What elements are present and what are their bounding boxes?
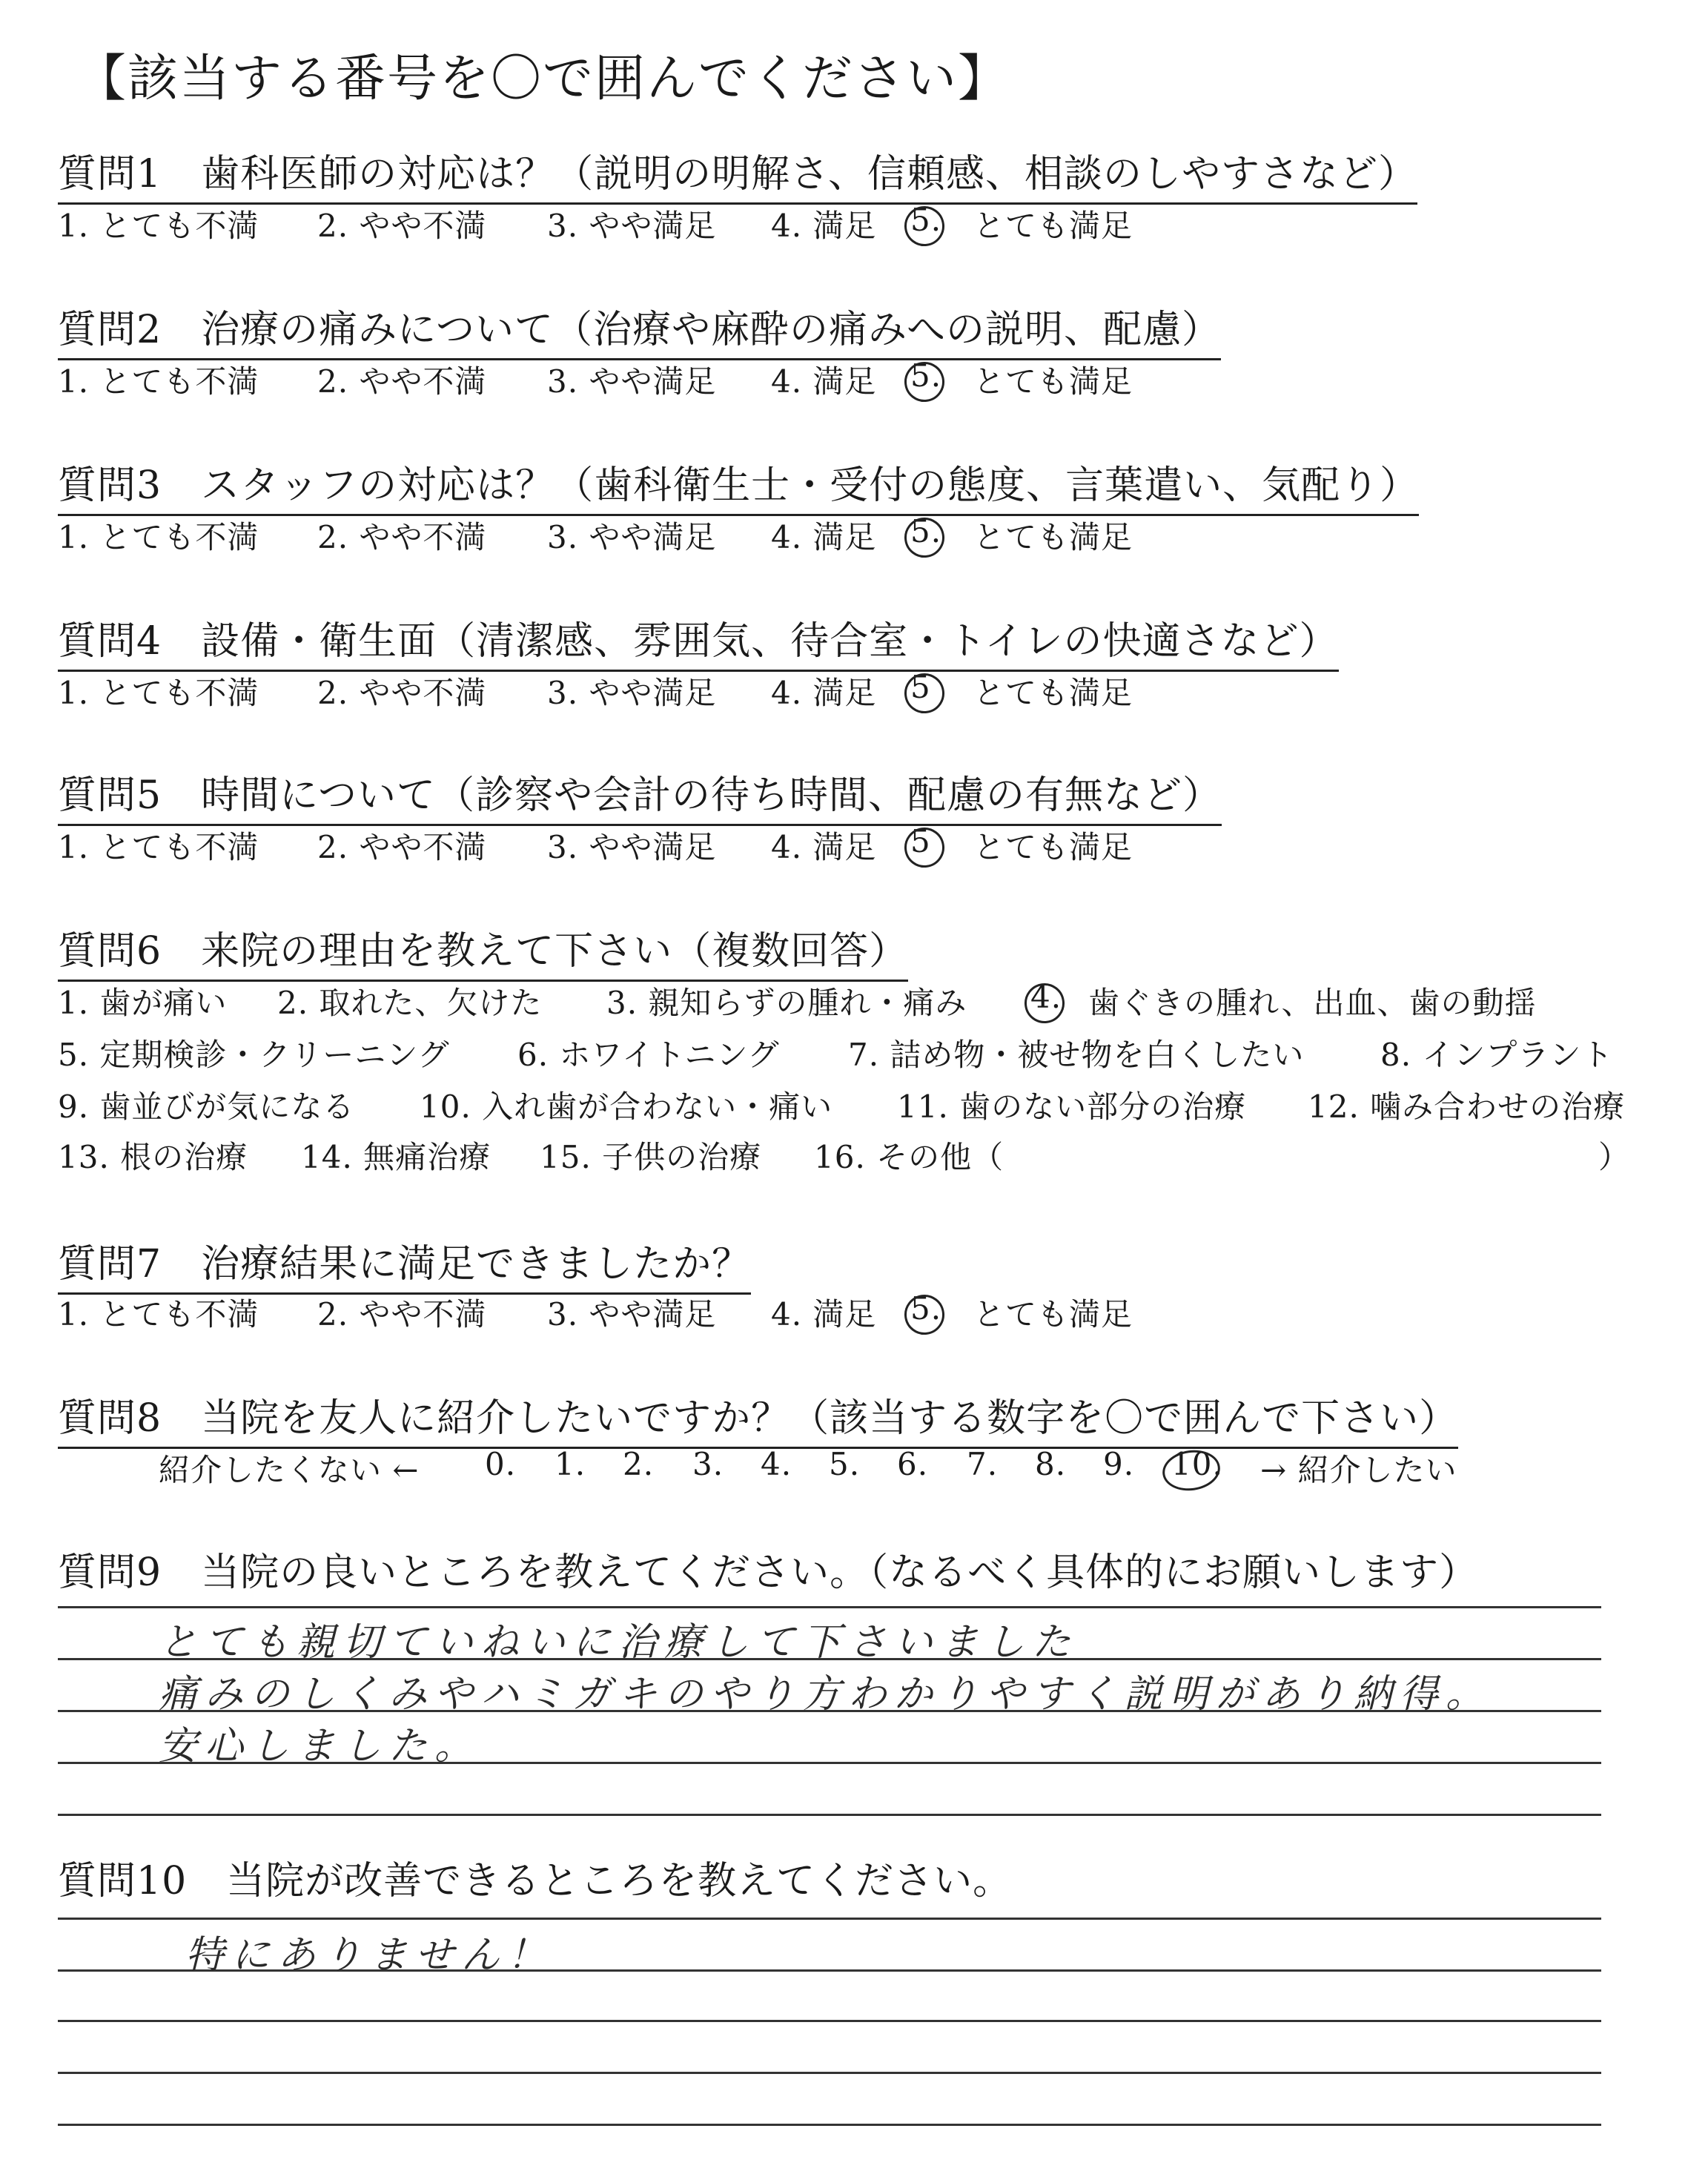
q4-option-2[interactable]: 2. やや不満 [317, 675, 487, 711]
q3-option-5-circled[interactable]: 5. [910, 513, 942, 549]
q6-option-12[interactable]: 12. 噛み合わせの治療 [1308, 1089, 1626, 1125]
q6-option-1[interactable]: 1. 歯が痛い [58, 985, 228, 1021]
q3-option-1[interactable]: 1. とても不満 [58, 519, 259, 555]
question-10-title: 質問10 当院が改善できるところを教えてください。 [58, 1859, 1013, 1903]
q1-option-3[interactable]: 3. やや満足 [547, 208, 717, 244]
q8-scale-6[interactable]: 6. [897, 1446, 929, 1482]
q3-option-2[interactable]: 2. やや不満 [317, 519, 487, 555]
question-5-options [58, 823, 1133, 865]
question-2-options [58, 357, 1133, 400]
q6-option-5[interactable]: 5. 定期検診・クリーニング [58, 1037, 450, 1073]
q1-option-4[interactable]: 4. 満足 [771, 208, 877, 244]
q8-scale-8[interactable]: 8. [1035, 1446, 1067, 1482]
q3-option-4[interactable]: 4. 満足 [771, 519, 877, 555]
q4-option-5-label: とても満足 [973, 675, 1133, 711]
q7-option-1[interactable]: 1. とても不満 [58, 1296, 259, 1332]
question-4-title: 質問4 設備・衛生面（清潔感、雰囲気、待合室・トイレの快適さなど） [58, 610, 1339, 672]
q8-scale-10-circled[interactable]: 10. [1171, 1446, 1223, 1482]
q7-option-3[interactable]: 3. やや満足 [547, 1296, 717, 1332]
q6-option-10[interactable]: 10. 入れ歯が合わない・痛い [420, 1089, 833, 1125]
question-6-title: 質問6 来院の理由を教えて下さい（複数回答） [58, 919, 908, 982]
q6-option-14[interactable]: 14. 無痛治療 [301, 1139, 491, 1175]
q1-option-2[interactable]: 2. やや不満 [317, 208, 487, 244]
q6-option-7[interactable]: 7. 詰め物・被せ物を白くしたい [848, 1037, 1305, 1073]
instruction-header: 【該当する番号を〇で囲んでください】 [76, 50, 1010, 108]
question-8-scale [159, 1446, 1457, 1488]
q5-option-5-circled[interactable]: 5 [910, 823, 931, 859]
q7-option-5-label: とても満足 [973, 1296, 1133, 1332]
q6-option-6[interactable]: 6. ホワイトニング [517, 1037, 780, 1073]
question-3-title: 質問3 スタッフの対応は？（歯科衛生士・受付の態度、言葉遣い、気配り） [58, 454, 1419, 516]
answer-line [58, 1918, 1601, 1920]
q8-scale-1[interactable]: 1. [555, 1446, 586, 1482]
q2-option-2[interactable]: 2. やや不満 [317, 363, 487, 400]
q2-option-1[interactable]: 1. とても不満 [58, 363, 259, 400]
question-1-title: 質問1 歯科医師の対応は？（説明の明解さ、信頼感、相談のしやすさなど） [58, 142, 1417, 205]
question-4-options [58, 669, 1133, 711]
answer-line [58, 1606, 1601, 1608]
q10-answer[interactable]: 特にありません！ [185, 1933, 554, 1978]
q4-option-1[interactable]: 1. とても不満 [58, 675, 259, 711]
q7-option-5-circled[interactable]: 5. [910, 1290, 942, 1327]
q6-option-9[interactable]: 9. 歯並びが気になる [58, 1089, 355, 1125]
q8-scale-7[interactable]: 7. [967, 1446, 999, 1482]
q5-option-1[interactable]: 1. とても不満 [58, 829, 259, 865]
question-8-title: 質問8 当院を友人に紹介したいですか？（該当する数字を〇で囲んで下さい） [58, 1387, 1458, 1449]
q1-option-1[interactable]: 1. とても不満 [58, 208, 259, 244]
answer-line [58, 2124, 1601, 2126]
q8-scale-0[interactable]: 0. [485, 1446, 517, 1482]
q1-option-5-circled[interactable]: 5. [910, 202, 942, 238]
answer-line [58, 2020, 1601, 2022]
q9-answer-line-2[interactable]: 痛みのしくみやハミガキのやり方わかりやすく説明があり納得。 [159, 1672, 1492, 1717]
q9-answer-line-1[interactable]: とても親切ていねいに治療して下さいました [159, 1620, 1079, 1665]
q8-right-label: → 紹介したい [1260, 1452, 1457, 1488]
q6-option-13[interactable]: 13. 根の治療 [58, 1139, 248, 1175]
q3-option-5-label: とても満足 [973, 519, 1133, 555]
q9-answer-line-3[interactable]: 安心しました。 [159, 1724, 481, 1768]
q1-option-5-label: とても満足 [973, 208, 1133, 244]
q8-scale-5[interactable]: 5. [829, 1446, 861, 1482]
q2-option-5-label: とても満足 [973, 363, 1133, 400]
q7-option-4[interactable]: 4. 満足 [771, 1296, 877, 1332]
q8-scale-3[interactable]: 3. [692, 1446, 724, 1482]
q2-option-4[interactable]: 4. 満足 [771, 363, 877, 400]
q5-option-5-label: とても満足 [973, 829, 1133, 865]
q5-option-3[interactable]: 3. やや満足 [547, 829, 717, 865]
answer-line [58, 2072, 1601, 2074]
q8-scale-4[interactable]: 4. [761, 1446, 792, 1482]
q2-option-5-circled[interactable]: 5. [910, 357, 942, 394]
q4-option-4[interactable]: 4. 満足 [771, 675, 877, 711]
q4-option-5-circled[interactable]: 5 [910, 669, 931, 705]
q6-option-15[interactable]: 15. 子供の治療 [540, 1139, 762, 1175]
q8-scale-2[interactable]: 2. [623, 1446, 655, 1482]
q7-option-2[interactable]: 2. やや不満 [317, 1296, 487, 1332]
question-7-title: 質問7 治療結果に満足できましたか？ [58, 1232, 751, 1295]
question-6-row-1 [58, 979, 1537, 1021]
q4-option-3[interactable]: 3. やや満足 [547, 675, 717, 711]
q6-option-16[interactable]: 16. その他（ [814, 1139, 1004, 1175]
q8-left-label: 紹介したくない ← [159, 1452, 420, 1488]
q6-option-3[interactable]: 3. 親知らずの腫れ・痛み [606, 985, 967, 1021]
question-2-title: 質問2 治療の痛みについて（治療や麻酔の痛みへの説明、配慮） [58, 298, 1221, 360]
question-1-options [58, 202, 1133, 244]
q6-option-8[interactable]: 8. インプラント [1380, 1037, 1614, 1073]
q6-option-11[interactable]: 11. 歯のない部分の治療 [897, 1089, 1247, 1125]
question-7-options [58, 1290, 1133, 1332]
answer-line [58, 1814, 1601, 1816]
q3-option-3[interactable]: 3. やや満足 [547, 519, 717, 555]
question-9-title: 質問9 当院の良いところを教えてください。（なるべく具体的にお願いします） [58, 1550, 1479, 1595]
q6-option-2[interactable]: 2. 取れた、欠けた [277, 985, 543, 1021]
q5-option-4[interactable]: 4. 満足 [771, 829, 877, 865]
question-3-options [58, 513, 1133, 555]
q2-option-3[interactable]: 3. やや満足 [547, 363, 717, 400]
q8-scale-9[interactable]: 9. [1103, 1446, 1135, 1482]
q6-option-4-label: 歯ぐきの腫れ、出血、歯の動揺 [1088, 985, 1537, 1021]
q5-option-2[interactable]: 2. やや不満 [317, 829, 487, 865]
q6-option-16-close-paren: ） [1598, 1139, 1631, 1175]
q6-option-4-circled[interactable]: 4. [1030, 979, 1062, 1015]
question-5-title: 質問5 時間について（診察や会計の待ち時間、配慮の有無など） [58, 764, 1222, 826]
